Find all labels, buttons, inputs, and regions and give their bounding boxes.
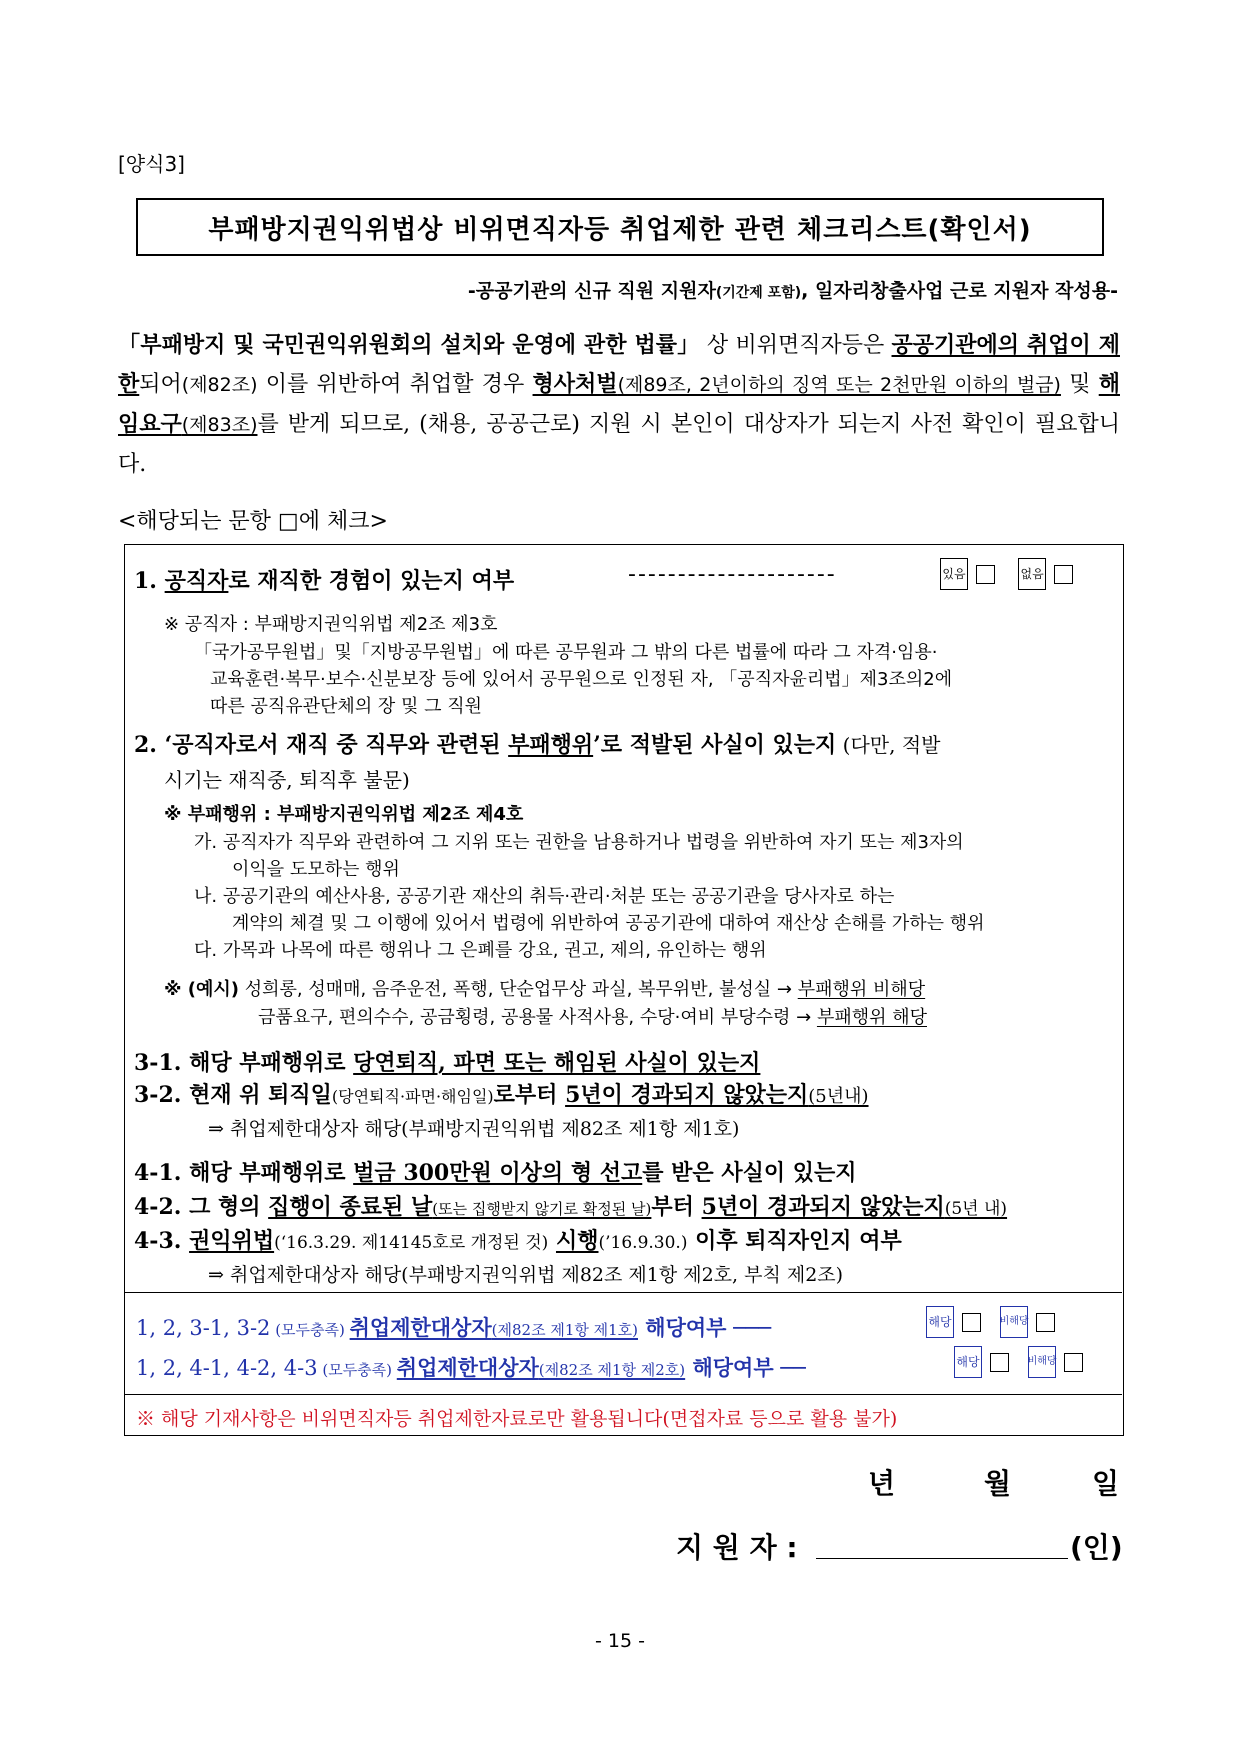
yes-stamp: 해당 (954, 1346, 982, 1378)
no-stamp: 없음 (1018, 558, 1046, 590)
q2-item: 다. 가목과 나목에 따른 행위나 그 은폐를 강요, 권고, 제의, 유인하는 행위 (194, 940, 767, 961)
q4-text: 부터 (651, 1194, 702, 1220)
subtitle-part: -공공기관의 신규 직원 지원자 (467, 280, 716, 302)
q3-underline: 5년이 경과되지 않았는지 (565, 1082, 809, 1108)
question-4-2 (134, 1190, 1007, 1221)
summary-small: (모두충족) (317, 1361, 397, 1379)
check-heading: <해당되는 문항 □에 체크> (118, 509, 388, 534)
q1-note: 교육훈련·복무·보수·신분보장 등에 있어서 공무원으로 인정된 자, 「공직자윤리법」제3조의2에 (210, 669, 953, 690)
summary-tail: 해당여부 (638, 1315, 727, 1340)
r1-no-checkbox[interactable] (1036, 1313, 1055, 1332)
title-text: 부패방지권익위법상 비위면직자등 취업제한 관련 체크리스트(확인서) (208, 214, 1032, 245)
question-1 (134, 564, 514, 595)
q1-note: 따른 공직유관단체의 장 및 그 직원 (210, 696, 483, 717)
intro-paragraph (118, 326, 1120, 484)
example-result: 부패행위 해당 (816, 1007, 927, 1028)
example-text: 성희롱, 성매매, 음주운전, 폭행, 단순업무상 과실, 복무위반, 불성실 → (239, 979, 798, 1000)
example-text: 금품요구, 편의수수, 공금횡령, 공용물 사적사용, 수당·여비 부당수령 → (258, 1007, 817, 1028)
intro-text: 이를 위반하여 취업할 경우 (257, 372, 533, 397)
q4-underline: 5년이 경과되지 않았는지 (701, 1194, 945, 1220)
q4-underline: 집행이 종료된 날 (268, 1194, 433, 1220)
q2-item: 계약의 체결 및 그 이행에 있어서 법령에 위반하여 공공기관에 대하여 재산상 손해를 가하는 행위 (232, 913, 985, 934)
divider (124, 1292, 1122, 1293)
date-month: 월 (984, 1467, 1012, 1500)
q1-no-checkbox[interactable] (1054, 565, 1073, 584)
r2-no-checkbox[interactable] (1064, 1353, 1083, 1372)
q4-underline: 벌금 300만원 이상의 형 선고 (353, 1160, 643, 1186)
q4-text: 이후 퇴직자인지 여부 (687, 1228, 902, 1254)
q2-item: 가. 공직자가 직무와 관련하여 그 지위 또는 권한을 남용하거나 법령을 위반하여 자기 또는 제3자의 (194, 832, 964, 853)
summary-dash: ─── (726, 1316, 772, 1340)
applicant-label: 지 원 자 : (676, 1531, 798, 1564)
q4-underline: 시행 (555, 1228, 599, 1254)
q1-underline: 공직자 (164, 568, 229, 594)
example-result: 부패행위 비해당 (797, 979, 926, 1000)
q4-text: 4-2. 그 형의 (134, 1194, 269, 1220)
question-3-1 (134, 1046, 760, 1077)
q1-answer (940, 558, 1073, 590)
summary-row-1 (136, 1312, 771, 1342)
question-2 (134, 728, 940, 759)
intro-text: 상 비위면직자등은 (699, 333, 892, 358)
signature-line[interactable] (816, 1558, 1068, 1559)
q1-note: ※ 공직자 : 부패방지권익위법 제2조 제3호 (164, 614, 498, 635)
q3-text: 3-2. 현재 위 퇴직일 (134, 1082, 332, 1108)
subtitle (468, 276, 1118, 303)
summary-nums: 1, 2, 3-1, 3-2 (136, 1316, 271, 1340)
form-number: [양식3] (118, 152, 185, 176)
page-number: - 15 - (595, 1630, 645, 1652)
q4-small: (5년 내) (944, 1199, 1008, 1219)
summary-small: (제82조 제1항 제2호) (538, 1361, 686, 1379)
q3-small: (당연퇴직·파면·해임일) (331, 1087, 494, 1106)
q3-result: ⇒ 취업제한대상자 해당(부패방지권익위법 제82조 제1항 제1호) (208, 1118, 740, 1140)
q2-definition: ※ 부패행위 : 부패방지권익위법 제2조 제4호 (164, 804, 524, 825)
no-stamp: 비해당 (1000, 1306, 1028, 1338)
question-4-3 (134, 1224, 902, 1255)
q4-result: ⇒ 취업제한대상자 해당(부패방지권익위법 제82조 제1항 제2호, 부칙 제2조) (208, 1264, 844, 1286)
date-day: 일 (1092, 1467, 1120, 1500)
intro-text: 및 (1060, 372, 1099, 397)
intro-text: (제82조) (181, 374, 258, 396)
q2-example-1 (164, 975, 925, 1001)
intro-emphasis: 해임요구 (118, 371, 1120, 437)
summary-row-2 (136, 1352, 806, 1382)
summary-target: 취업제한대상자 (396, 1355, 539, 1380)
intro-text: 를 받게 되므로, (채용, 공공근로) 지원 시 본인이 대상자가 되는지 사전 확인이 필요합니다. (118, 412, 1120, 477)
q2-text: ’로 적발된 사실이 있는지 (593, 732, 837, 758)
intro-emphasis: 형사처벌 (532, 371, 618, 397)
q4-text: 를 받은 사실이 있는지 (642, 1160, 857, 1186)
q4-underline: 권익위법 (189, 1228, 275, 1254)
seal-mark: (인) (1070, 1531, 1123, 1564)
summary-tail: 해당여부 (685, 1355, 774, 1380)
q1-yes-checkbox[interactable] (976, 565, 995, 584)
q4-small: (’16.9.30.) (598, 1233, 688, 1253)
q4-text: 4-1. 해당 부패행위로 (134, 1160, 354, 1186)
intro-text: 되어 (139, 372, 182, 397)
q2-underline: 부패행위 (508, 732, 594, 758)
q1-title: 로 재직한 경험이 있는지 여부 (228, 568, 515, 594)
intro-text: 「부패방지 및 국민권익위원회의 설치와 운영에 관한 법률」 (118, 332, 700, 358)
summary-row-2-answer (954, 1346, 1083, 1378)
yes-stamp: 있음 (940, 558, 968, 590)
summary-small: (모두충족) (270, 1321, 350, 1339)
q2-item: 나. 공공기관의 예산사용, 공공기관 재산의 취득·관리·처분 또는 공공기관을 당사자로 하는 (194, 886, 895, 907)
summary-dash: ── (773, 1356, 806, 1380)
q3-small: (5년내) (808, 1086, 869, 1107)
footnote: ※ 해당 기재사항은 비위면직자등 취업제한자료로만 활용됩니다(면접자료 등으로 활용 불가) (136, 1408, 898, 1430)
divider (124, 1394, 1122, 1395)
summary-nums: 1, 2, 4-1, 4-2, 4-3 (136, 1356, 318, 1380)
r2-yes-checkbox[interactable] (990, 1353, 1009, 1372)
r1-yes-checkbox[interactable] (962, 1313, 981, 1332)
q2-item: 이익을 도모하는 행위 (232, 859, 400, 880)
date-year: 년 (868, 1467, 896, 1500)
q3-text: 로부터 (493, 1082, 566, 1108)
q2-text: 시기는 재직중, 퇴직후 불문) (164, 768, 410, 792)
summary-target: 취업제한대상자 (349, 1315, 492, 1340)
question-4-1 (134, 1156, 857, 1187)
q4-text: 4-3. (134, 1228, 190, 1254)
document-title (136, 198, 1104, 256)
q3-underline: 당연퇴직, 파면 또는 해임된 사실이 있는지 (353, 1050, 761, 1076)
q1-dashes: --------------------- (628, 562, 837, 587)
q1-note: 「국가공무원법」및「지방공무원법」에 따른 공무원과 그 밖의 다른 법률에 따라 그 자격·임용· (194, 642, 938, 663)
q2-text: 2. ‘공직자로서 재직 중 직무와 관련된 (134, 732, 509, 758)
q2-example-2 (258, 1003, 927, 1029)
summary-small: (제82조 제1항 제1호) (491, 1321, 638, 1339)
intro-text: (제89조, 2년이하의 징역 또는 2천만원 이하의 벌금) (617, 374, 1061, 396)
no-stamp: 비해당 (1028, 1346, 1056, 1378)
q4-small: (또는 집행받지 않기로 확정된 날) (432, 1200, 652, 1218)
q4-small: (‘16.3.29. 제14145호로 개정된 것) (274, 1233, 549, 1253)
example-label: ※ (예시) (164, 979, 239, 1000)
q1-number: 1. (134, 568, 165, 594)
subtitle-part: , 일자리창출사업 근로 지원자 작성용- (801, 280, 1118, 302)
yes-stamp: 해당 (926, 1306, 954, 1338)
subtitle-small: (기간제 포함) (715, 285, 802, 301)
intro-text: (제83조) (181, 414, 258, 436)
intro-emphasis: 공공기관에의 취업이 제한 (118, 332, 1120, 397)
question-3-2 (134, 1078, 869, 1109)
q4-text (548, 1228, 556, 1254)
summary-row-1-answer (926, 1306, 1055, 1338)
q2-text: (다만, 적발 (836, 733, 941, 757)
q3-text: 3-1. 해당 부패행위로 (134, 1050, 354, 1076)
